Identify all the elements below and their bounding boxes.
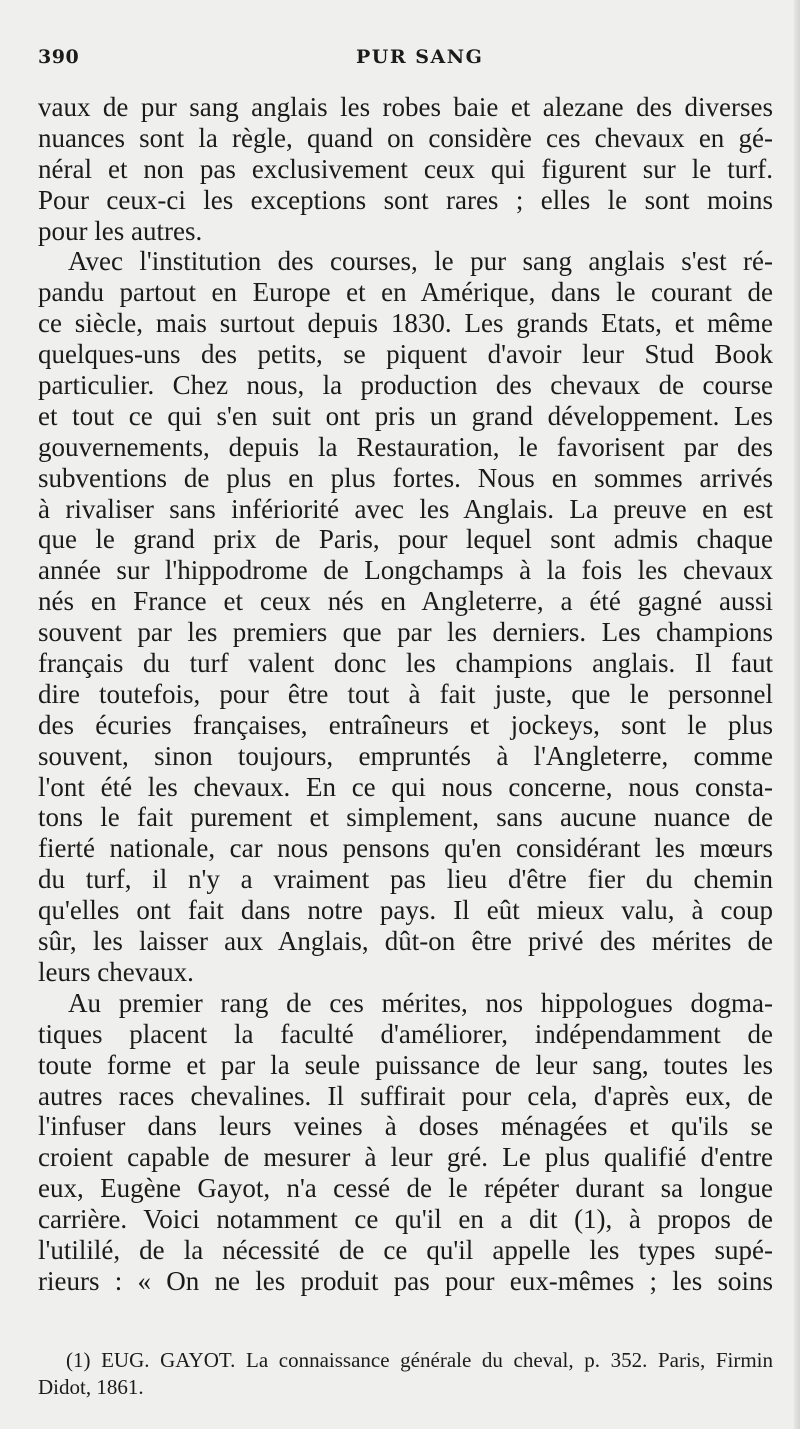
text-line: souvent par les premiers que par les derniers. Les champions [38,617,773,648]
text-line: à rivaliser sans infériorité avec les Anglais. La preuve en est [38,493,773,524]
text-line: sûr, les laisser aux Anglais, dût-on être privé des mérites de [38,926,773,957]
text-line: fierté nationale, car nous pensons qu'en considérant les mœurs [38,833,773,864]
text-line: l'ont été les chevaux. En ce qui nous concerne, nous consta- [38,771,773,802]
text-line: et tout ce qui s'en suit ont pris un grand développement. Les [38,400,773,431]
text-line: eux, Eugène Gayot, n'a cessé de le répéter durant sa longue [38,1173,773,1204]
text-line: rieurs : « On ne les produit pas pour eux-mêmes ; les soins [38,1265,773,1296]
text-line: Avec l'institution des courses, le pur sang anglais s'est ré- [68,246,773,277]
text-line: que le grand prix de Paris, pour lequel sont admis chaque [38,524,773,555]
text-line: particulier. Chez nous, la production des chevaux de course [38,370,773,401]
text-line: croient capable de mesurer à leur gré. Le plus qualifié d'entre [38,1142,773,1173]
text-line: nuances sont la règle, quand on considère ces chevaux en gé- [38,122,773,153]
footnote [38,1347,773,1401]
text-line: des écuries françaises, entraîneurs et jockeys, sont le plus [38,709,773,740]
page-number: 390 [38,46,80,68]
page-edge-shadow [794,0,800,1429]
text-line: année sur l'hippodrome de Longchamps à la fois les chevaux [38,555,773,586]
text-line: qu'elles ont fait dans notre pays. Il eût mieux valu, à coup [38,895,773,926]
text-line: nés en France et ceux nés en Angleterre, a été gagné aussi [38,586,773,617]
text-line: gouvernements, depuis la Restauration, le favorisent par des [38,431,773,462]
text-line: Pour ceux-ci les exceptions sont rares ; elles le sont moins [38,184,773,215]
text-line: quelques-uns des petits, se piquent d'avoir leur Stud Book [38,339,773,370]
text-line: leurs chevaux. [38,956,194,987]
text-line: l'utililé, de la nécessité de ce qu'il appelle les types supé- [38,1234,773,1265]
text-line: l'infuser dans leurs veines à doses ménagées et qu'ils se [38,1111,773,1142]
text-line: toute forme et par la seule puissance de leur sang, toutes les [38,1049,773,1080]
text-line: dire toutefois, pour être tout à fait juste, que le personnel [38,678,773,709]
text-line: néral et non pas exclusivement ceux qui figurent sur le turf. [38,153,773,184]
text-line: Au premier rang de ces mérites, nos hippologues dogma- [68,987,773,1018]
text-line: tiques placent la faculté d'améliorer, indépendamment de [38,1018,773,1049]
body-text [38,92,773,1297]
text-line: du turf, il n'y a vraiment pas lieu d'être fier du chemin [38,864,773,895]
text-line: souvent, sinon toujours, empruntés à l'Angleterre, comme [38,740,773,771]
text-line: vaux de pur sang anglais les robes baie et alezane des diverses [38,92,773,122]
text-line: pour les autres. [38,215,203,246]
text-line: français du turf valent donc les champions anglais. Il faut [38,648,773,679]
footnote-line: (1) EUG. GAYOT. La connaissance générale du cheval, p. 352. Paris, Firmin [66,1348,773,1372]
text-line: carrière. Voici notamment ce qu'il en a dit (1), à propos de [38,1204,773,1235]
text-line: ce siècle, mais surtout depuis 1830. Les grands Etats, et même [38,308,773,339]
text-line: tons le fait purement et simplement, sans aucune nuance de [38,802,773,833]
text-line: pandu partout en Europe et en Amérique, dans le courant de [38,277,773,308]
text-line: autres races chevalines. Il suffirait pour cela, d'après eux, de [38,1080,773,1111]
page-header [38,46,768,76]
footnote-line: Didot, 1861. [38,1375,144,1399]
running-title: PUR SANG [356,46,484,68]
text-line: subventions de plus en plus fortes. Nous en sommes arrivés [38,462,773,493]
